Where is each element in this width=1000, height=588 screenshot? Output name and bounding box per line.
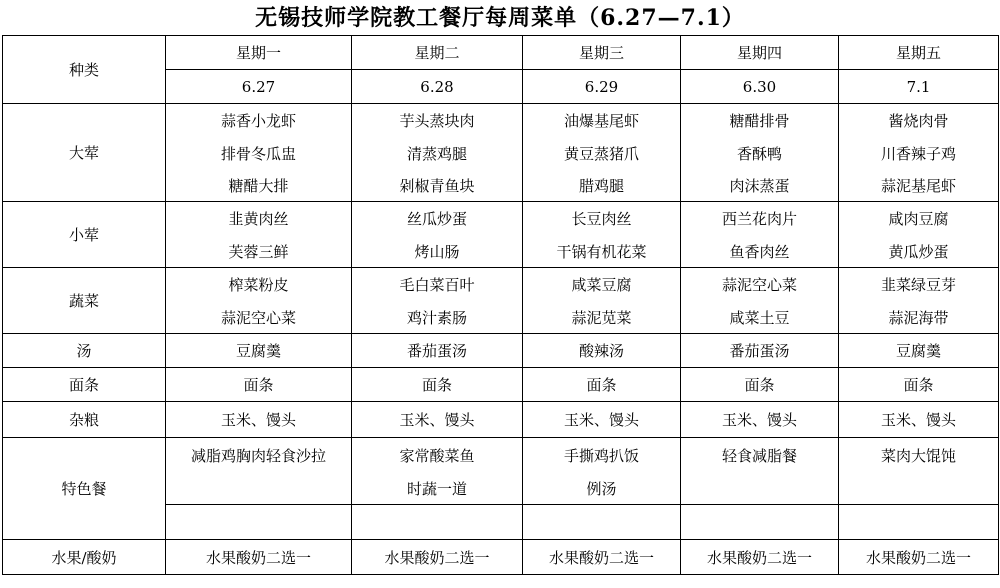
dish-cell: 咸菜土豆: [681, 301, 839, 334]
dish-cell: 蒜香小龙虾: [166, 104, 352, 138]
dish-cell: 减脂鸡胸肉轻食沙拉: [166, 438, 352, 473]
dish-cell: 时蔬一道: [352, 472, 523, 505]
dish-cell: 面条: [681, 368, 839, 402]
dish-cell: 咸肉豆腐: [839, 202, 999, 236]
menu-row: [3, 540, 999, 575]
dish-cell: [681, 505, 839, 540]
dish-cell: 玉米、馒头: [352, 402, 523, 438]
date-header: 6.27: [166, 70, 352, 104]
category-label: 大荤: [3, 104, 166, 202]
dish-cell: 清蒸鸡腿: [352, 137, 523, 169]
dish-cell: 烤山肠: [352, 235, 523, 268]
weekday-header: 星期四: [681, 36, 839, 70]
dish-cell: 黄豆蒸猪爪: [523, 137, 681, 169]
dish-cell: 水果酸奶二选一: [166, 540, 352, 575]
page-title: 无锡技师学院教工餐厅每周菜单（6.27—7.1）: [255, 5, 745, 31]
category-label: 杂粮: [3, 402, 166, 438]
dish-cell: 酸辣汤: [523, 334, 681, 368]
dish-cell: 芙蓉三鲜: [166, 235, 352, 268]
dish-cell: 芋头蒸块肉: [352, 104, 523, 138]
dish-cell: 蒜泥空心菜: [681, 268, 839, 302]
weekday-header: 星期三: [523, 36, 681, 70]
dish-cell: 豆腐羹: [839, 334, 999, 368]
dish-cell: 黄瓜炒蛋: [839, 235, 999, 268]
dish-cell: 鱼香肉丝: [681, 235, 839, 268]
dish-cell: 蒜泥空心菜: [166, 301, 352, 334]
dish-cell: 水果酸奶二选一: [839, 540, 999, 575]
category-label: 面条: [3, 368, 166, 402]
category-label: 水果/酸奶: [3, 540, 166, 575]
dish-cell: 水果酸奶二选一: [523, 540, 681, 575]
dish-cell: 腊鸡腿: [523, 169, 681, 202]
dish-cell: 豆腐羹: [166, 334, 352, 368]
dish-cell: 番茄蛋汤: [681, 334, 839, 368]
dish-cell: 面条: [523, 368, 681, 402]
dish-cell: 面条: [839, 368, 999, 402]
dish-cell: 例汤: [523, 472, 681, 505]
dish-cell: 川香辣子鸡: [839, 137, 999, 169]
dish-cell: 酱烧肉骨: [839, 104, 999, 138]
dish-cell: 水果酸奶二选一: [681, 540, 839, 575]
dish-cell: 排骨冬瓜盅: [166, 137, 352, 169]
menu-row: [3, 438, 999, 473]
category-label: 汤: [3, 334, 166, 368]
category-header: 种类: [3, 36, 166, 104]
date-header: 6.29: [523, 70, 681, 104]
menu-row: [3, 334, 999, 368]
dish-cell: 韭黄肉丝: [166, 202, 352, 236]
menu-row: [3, 104, 999, 138]
dish-cell: 番茄蛋汤: [352, 334, 523, 368]
dish-cell: 韭菜绿豆芽: [839, 268, 999, 302]
weekly-menu-table: [2, 35, 999, 575]
menu-row: [3, 268, 999, 302]
dish-cell: 菜肉大馄饨: [839, 438, 999, 473]
dish-cell: 香酥鸭: [681, 137, 839, 169]
dish-cell: 糖醋排骨: [681, 104, 839, 138]
dish-cell: 蒜泥苋菜: [523, 301, 681, 334]
date-header: 7.1: [839, 70, 999, 104]
dish-cell: [166, 505, 352, 540]
dish-cell: 油爆基尾虾: [523, 104, 681, 138]
dish-cell: 蒜泥基尾虾: [839, 169, 999, 202]
menu-row: [3, 368, 999, 402]
menu-row: [3, 202, 999, 236]
dish-cell: 家常酸菜鱼: [352, 438, 523, 473]
dish-cell: 蒜泥海带: [839, 301, 999, 334]
date-header: 6.30: [681, 70, 839, 104]
category-label: 蔬菜: [3, 268, 166, 334]
dish-cell: [352, 505, 523, 540]
weekday-header: 星期二: [352, 36, 523, 70]
dish-cell: 水果酸奶二选一: [352, 540, 523, 575]
dish-cell: 毛白菜百叶: [352, 268, 523, 302]
dish-cell: 榨菜粉皮: [166, 268, 352, 302]
dish-cell: 鸡汁素肠: [352, 301, 523, 334]
dish-cell: 西兰花肉片: [681, 202, 839, 236]
weekday-header: 星期一: [166, 36, 352, 70]
dish-cell: 剁椒青鱼块: [352, 169, 523, 202]
dish-cell: 轻食减脂餐: [681, 438, 839, 473]
category-label: 特色餐: [3, 438, 166, 540]
dish-cell: 丝瓜炒蛋: [352, 202, 523, 236]
dish-cell: 面条: [352, 368, 523, 402]
weekday-header: 星期五: [839, 36, 999, 70]
dish-cell: [523, 505, 681, 540]
dish-cell: 糖醋大排: [166, 169, 352, 202]
dish-cell: 面条: [166, 368, 352, 402]
dish-cell: 肉沫蒸蛋: [681, 169, 839, 202]
header-weekday-row: [3, 36, 999, 70]
dish-cell: 玉米、馒头: [166, 402, 352, 438]
category-label: 小荤: [3, 202, 166, 268]
dish-cell: [166, 472, 352, 505]
dish-cell: 干锅有机花菜: [523, 235, 681, 268]
dish-cell: 玉米、馒头: [523, 402, 681, 438]
dish-cell: [839, 472, 999, 505]
dish-cell: 咸菜豆腐: [523, 268, 681, 302]
date-header: 6.28: [352, 70, 523, 104]
dish-cell: [681, 472, 839, 505]
menu-row: [3, 402, 999, 438]
dish-cell: 玉米、馒头: [681, 402, 839, 438]
dish-cell: 长豆肉丝: [523, 202, 681, 236]
dish-cell: 手撕鸡扒饭: [523, 438, 681, 473]
dish-cell: 玉米、馒头: [839, 402, 999, 438]
dish-cell: [839, 505, 999, 540]
